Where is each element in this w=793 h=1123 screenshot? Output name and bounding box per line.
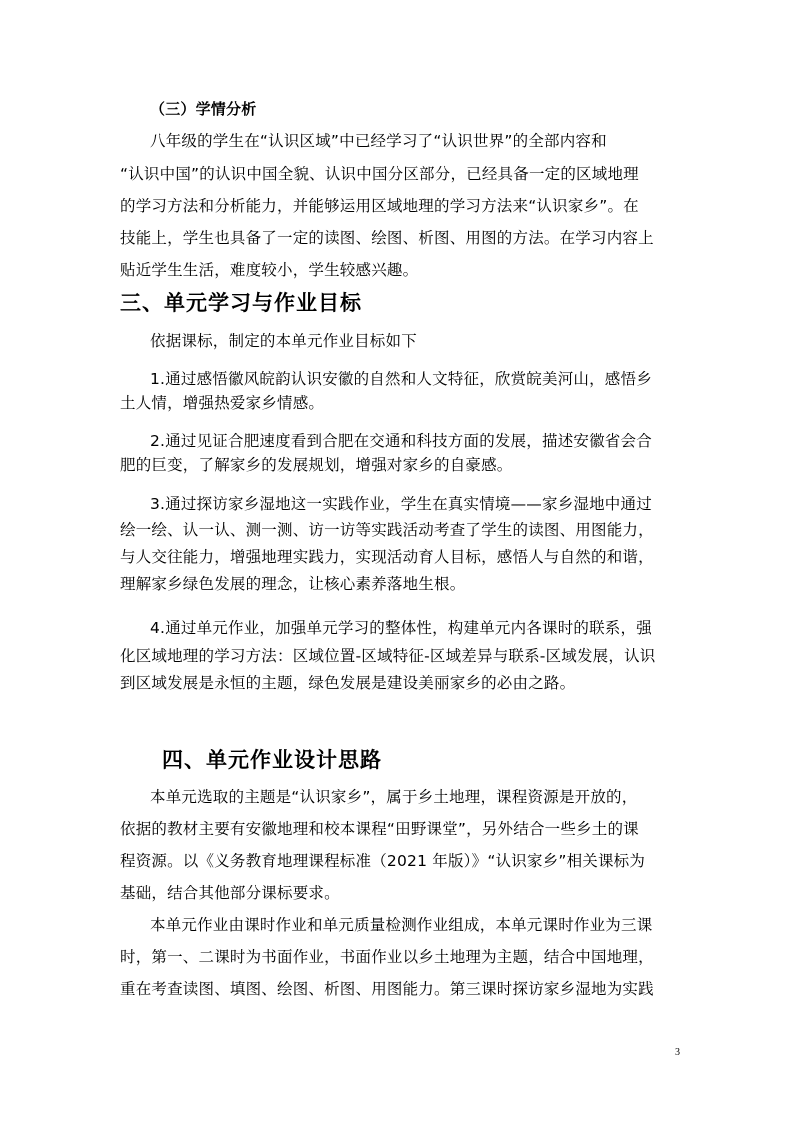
subheading-learning-analysis: （三）学情分析 — [150, 100, 257, 118]
paragraph-line: 八年级的学生在“认识区域”中已经学习了“认识世界”的全部内容和 — [150, 132, 607, 150]
paragraph-line: 技能上，学生也具备了一定的读图、绘图、析图、用图的方法。在学习内容上 — [120, 229, 654, 247]
goal-3-line: 3.通过探访家乡湿地这一实践作业，学生在真实情境——家乡湿地中通过 — [150, 495, 652, 513]
design-paragraph-line: 重在考查读图、填图、绘图、析图、用图能力。第三课时探访家乡湿地为实践 — [120, 980, 654, 998]
goal-4-line: 化区域地理的学习方法：区域位置-区域特征-区域差异与联系-区域发展，认识 — [120, 647, 656, 665]
goal-3-line: 绘一绘、认一认、测一测、访一访等实践活动考查了学生的读图、用图能力， — [120, 521, 654, 539]
goal-3-line: 与人交往能力，增强地理实践力，实现活动育人目标，感悟人与自然的和谐， — [120, 548, 654, 566]
design-paragraph-line: 时，第一、二课时为书面作业，书面作业以乡土地理为主题，结合中国地理， — [120, 948, 654, 966]
goal-3-line: 理解家乡绿色发展的理念，让核心素养落地生根。 — [120, 575, 466, 593]
paragraph-line: 的学习方法和分析能力，并能够运用区域地理的学习方法来“认识家乡”。在 — [120, 197, 639, 215]
design-paragraph-line: 程资源。以《义务教育地理课程标准（2021 年版）》“认识家乡”相关课标为 — [120, 852, 646, 870]
intro-line: 依据课标，制定的本单元作业目标如下 — [150, 332, 417, 350]
section-heading-design: 四、单元作业设计思路 — [162, 748, 382, 772]
paragraph-line: “认识中国”的认识中国全貌、认识中国分区部分，已经具备一定的区域地理 — [120, 165, 639, 183]
design-paragraph-line: 本单元作业由课时作业和单元质量检测作业组成，本单元课时作业为三课 — [150, 916, 653, 934]
design-paragraph-line: 本单元选取的主题是“认识家乡”，属于乡土地理，课程资源是开放的， — [150, 788, 638, 806]
goal-2-line: 2.通过见证合肥速度看到合肥在交通和科技方面的发展，描述安徽省会合 — [150, 432, 652, 450]
paragraph-line: 贴近学生生活，难度较小，学生较感兴趣。 — [120, 261, 419, 279]
goal-1-line: 土人情，增强热爱家乡情感。 — [120, 394, 325, 412]
goal-4-line: 到区域发展是永恒的主题，绿色发展是建设美丽家乡的必由之路。 — [120, 674, 576, 692]
section-heading-goals: 三、单元学习与作业目标 — [120, 291, 362, 315]
design-paragraph-line: 基础，结合其他部分课标要求。 — [120, 884, 340, 902]
goal-1-line: 1.通过感悟徽风皖韵认识安徽的自然和人文特征，欣赏皖美河山，感悟乡 — [150, 370, 652, 388]
goal-2-line: 肥的巨变，了解家乡的发展规划，增强对家乡的自豪感。 — [120, 456, 513, 474]
design-paragraph-line: 依据的教材主要有安徽地理和校本课程“田野课堂”，另外结合一些乡土的课 — [120, 820, 639, 838]
page-number: 3 — [675, 1047, 680, 1058]
goal-4-line: 4.通过单元作业，加强单元学习的整体性，构建单元内各课时的联系，强 — [150, 619, 652, 637]
